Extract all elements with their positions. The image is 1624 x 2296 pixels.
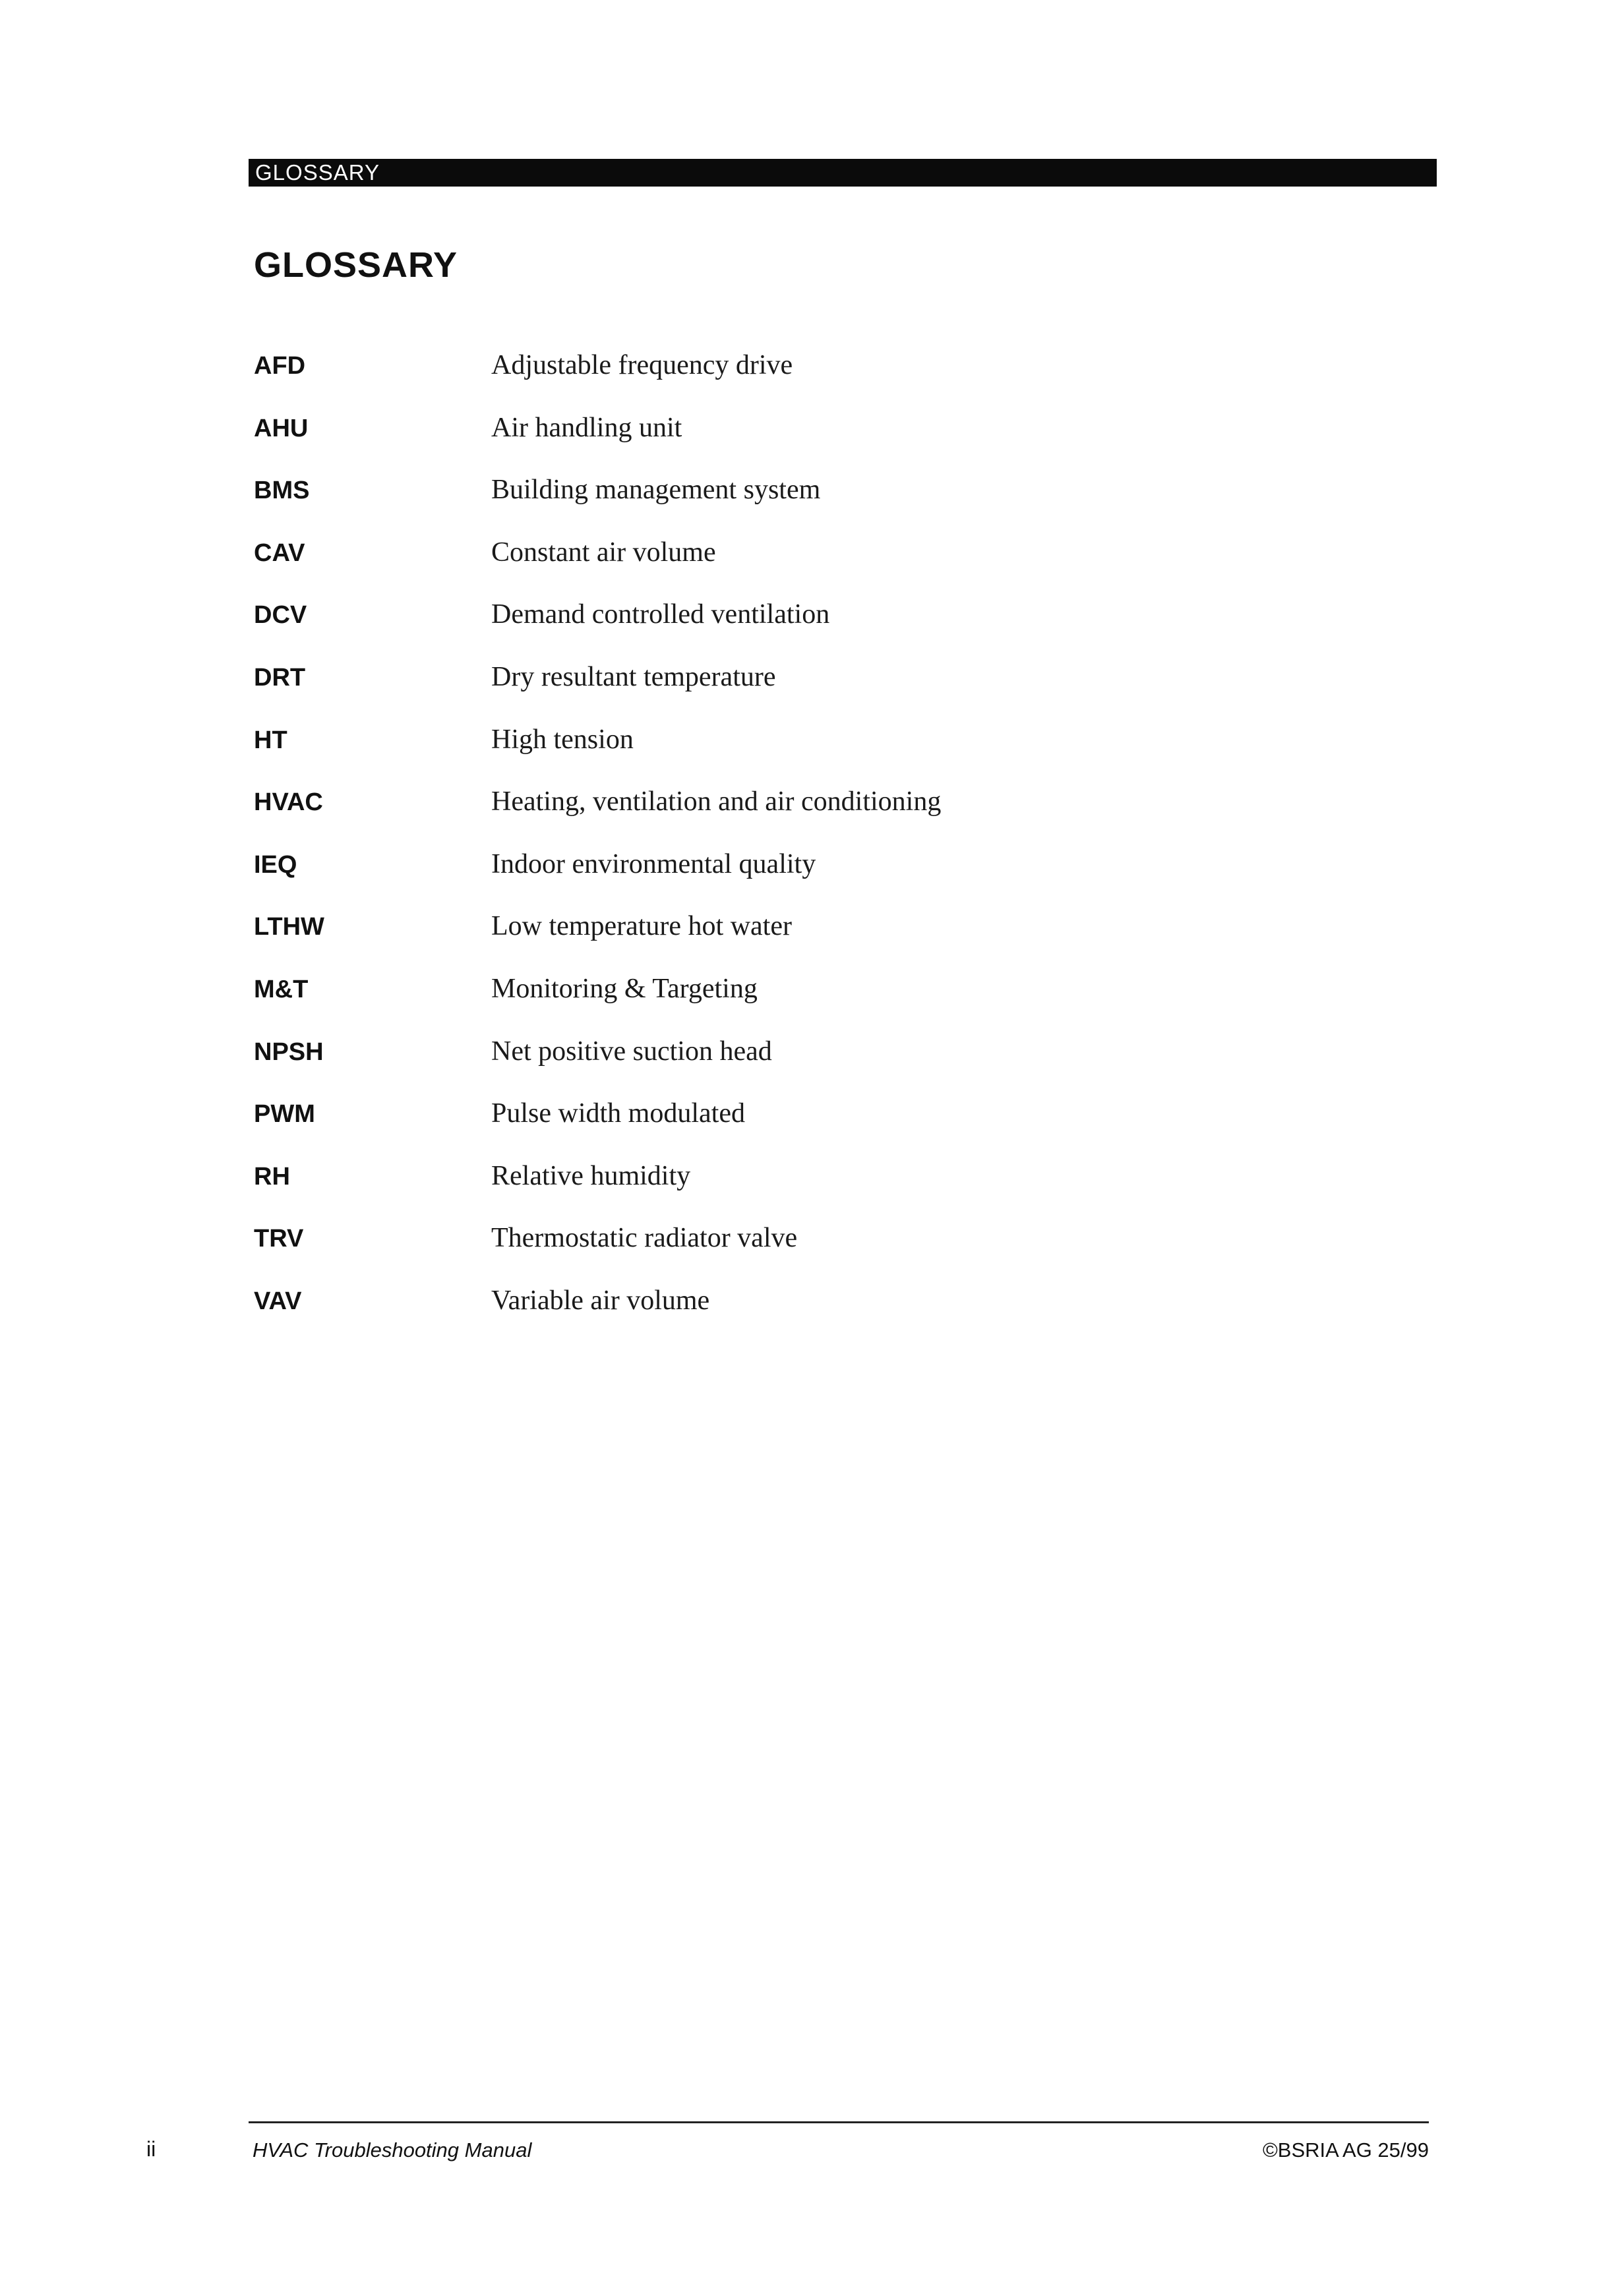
glossary-definition: Constant air volume	[491, 537, 716, 568]
glossary-row-ieq	[254, 848, 1375, 911]
glossary-definition: Air handling unit	[491, 412, 682, 443]
glossary-term: HT	[254, 726, 287, 754]
glossary-row-vav	[254, 1285, 1375, 1347]
glossary-term: CAV	[254, 539, 305, 567]
glossary-definition: Pulse width modulated	[491, 1098, 745, 1129]
glossary-term: DCV	[254, 601, 307, 630]
glossary-row-npsh	[254, 1036, 1375, 1098]
footer-copyright: ©BSRIA AG 25/99	[1262, 2138, 1429, 2162]
glossary-row-pwm	[254, 1098, 1375, 1160]
glossary-definition: Variable air volume	[491, 1285, 710, 1316]
glossary-row-hvac	[254, 786, 1375, 848]
glossary-list	[254, 349, 1375, 1347]
glossary-term: M&T	[254, 975, 309, 1003]
glossary-row-bms	[254, 474, 1375, 537]
footer-manual-title: HVAC Troubleshooting Manual	[253, 2138, 532, 2162]
glossary-row-ht	[254, 724, 1375, 786]
glossary-term: HVAC	[254, 788, 323, 817]
glossary-definition: Relative humidity	[491, 1160, 691, 1191]
glossary-definition: Monitoring & Targeting	[491, 973, 758, 1004]
glossary-row-afd	[254, 349, 1375, 412]
glossary-term: RH	[254, 1162, 290, 1191]
glossary-definition: Indoor environmental quality	[491, 848, 816, 879]
glossary-term: BMS	[254, 477, 310, 505]
glossary-definition: Thermostatic radiator valve	[491, 1223, 798, 1254]
glossary-definition: Dry resultant temperature	[491, 661, 776, 692]
footer-page-number: ii	[146, 2137, 156, 2161]
glossary-definition: Net positive suction head	[491, 1036, 772, 1067]
glossary-term: AHU	[254, 414, 309, 442]
glossary-term: TRV	[254, 1225, 304, 1253]
glossary-term: DRT	[254, 663, 306, 692]
glossary-row-drt	[254, 661, 1375, 724]
glossary-definition: High tension	[491, 724, 634, 755]
page-title: GLOSSARY	[254, 245, 458, 285]
glossary-definition: Adjustable frequency drive	[491, 350, 793, 380]
glossary-row-rh	[254, 1160, 1375, 1223]
footer-divider	[249, 2121, 1429, 2123]
glossary-row-trv	[254, 1222, 1375, 1285]
glossary-term: VAV	[254, 1287, 302, 1315]
glossary-term: PWM	[254, 1100, 315, 1129]
glossary-term: AFD	[254, 352, 306, 380]
glossary-row-cav	[254, 537, 1375, 599]
glossary-definition: Demand controlled ventilation	[491, 599, 830, 630]
section-header-label: GLOSSARY	[255, 160, 380, 185]
glossary-term: NPSH	[254, 1038, 324, 1066]
glossary-term: IEQ	[254, 850, 297, 879]
section-header-bar	[249, 159, 1437, 187]
glossary-definition: Building management system	[491, 475, 821, 506]
glossary-row-mt	[254, 973, 1375, 1036]
glossary-row-lthw	[254, 910, 1375, 973]
glossary-row-dcv	[254, 599, 1375, 661]
glossary-definition: Heating, ventilation and air conditioning	[491, 786, 942, 817]
glossary-row-ahu	[254, 412, 1375, 475]
glossary-term: LTHW	[254, 913, 324, 941]
glossary-definition: Low temperature hot water	[491, 911, 792, 942]
